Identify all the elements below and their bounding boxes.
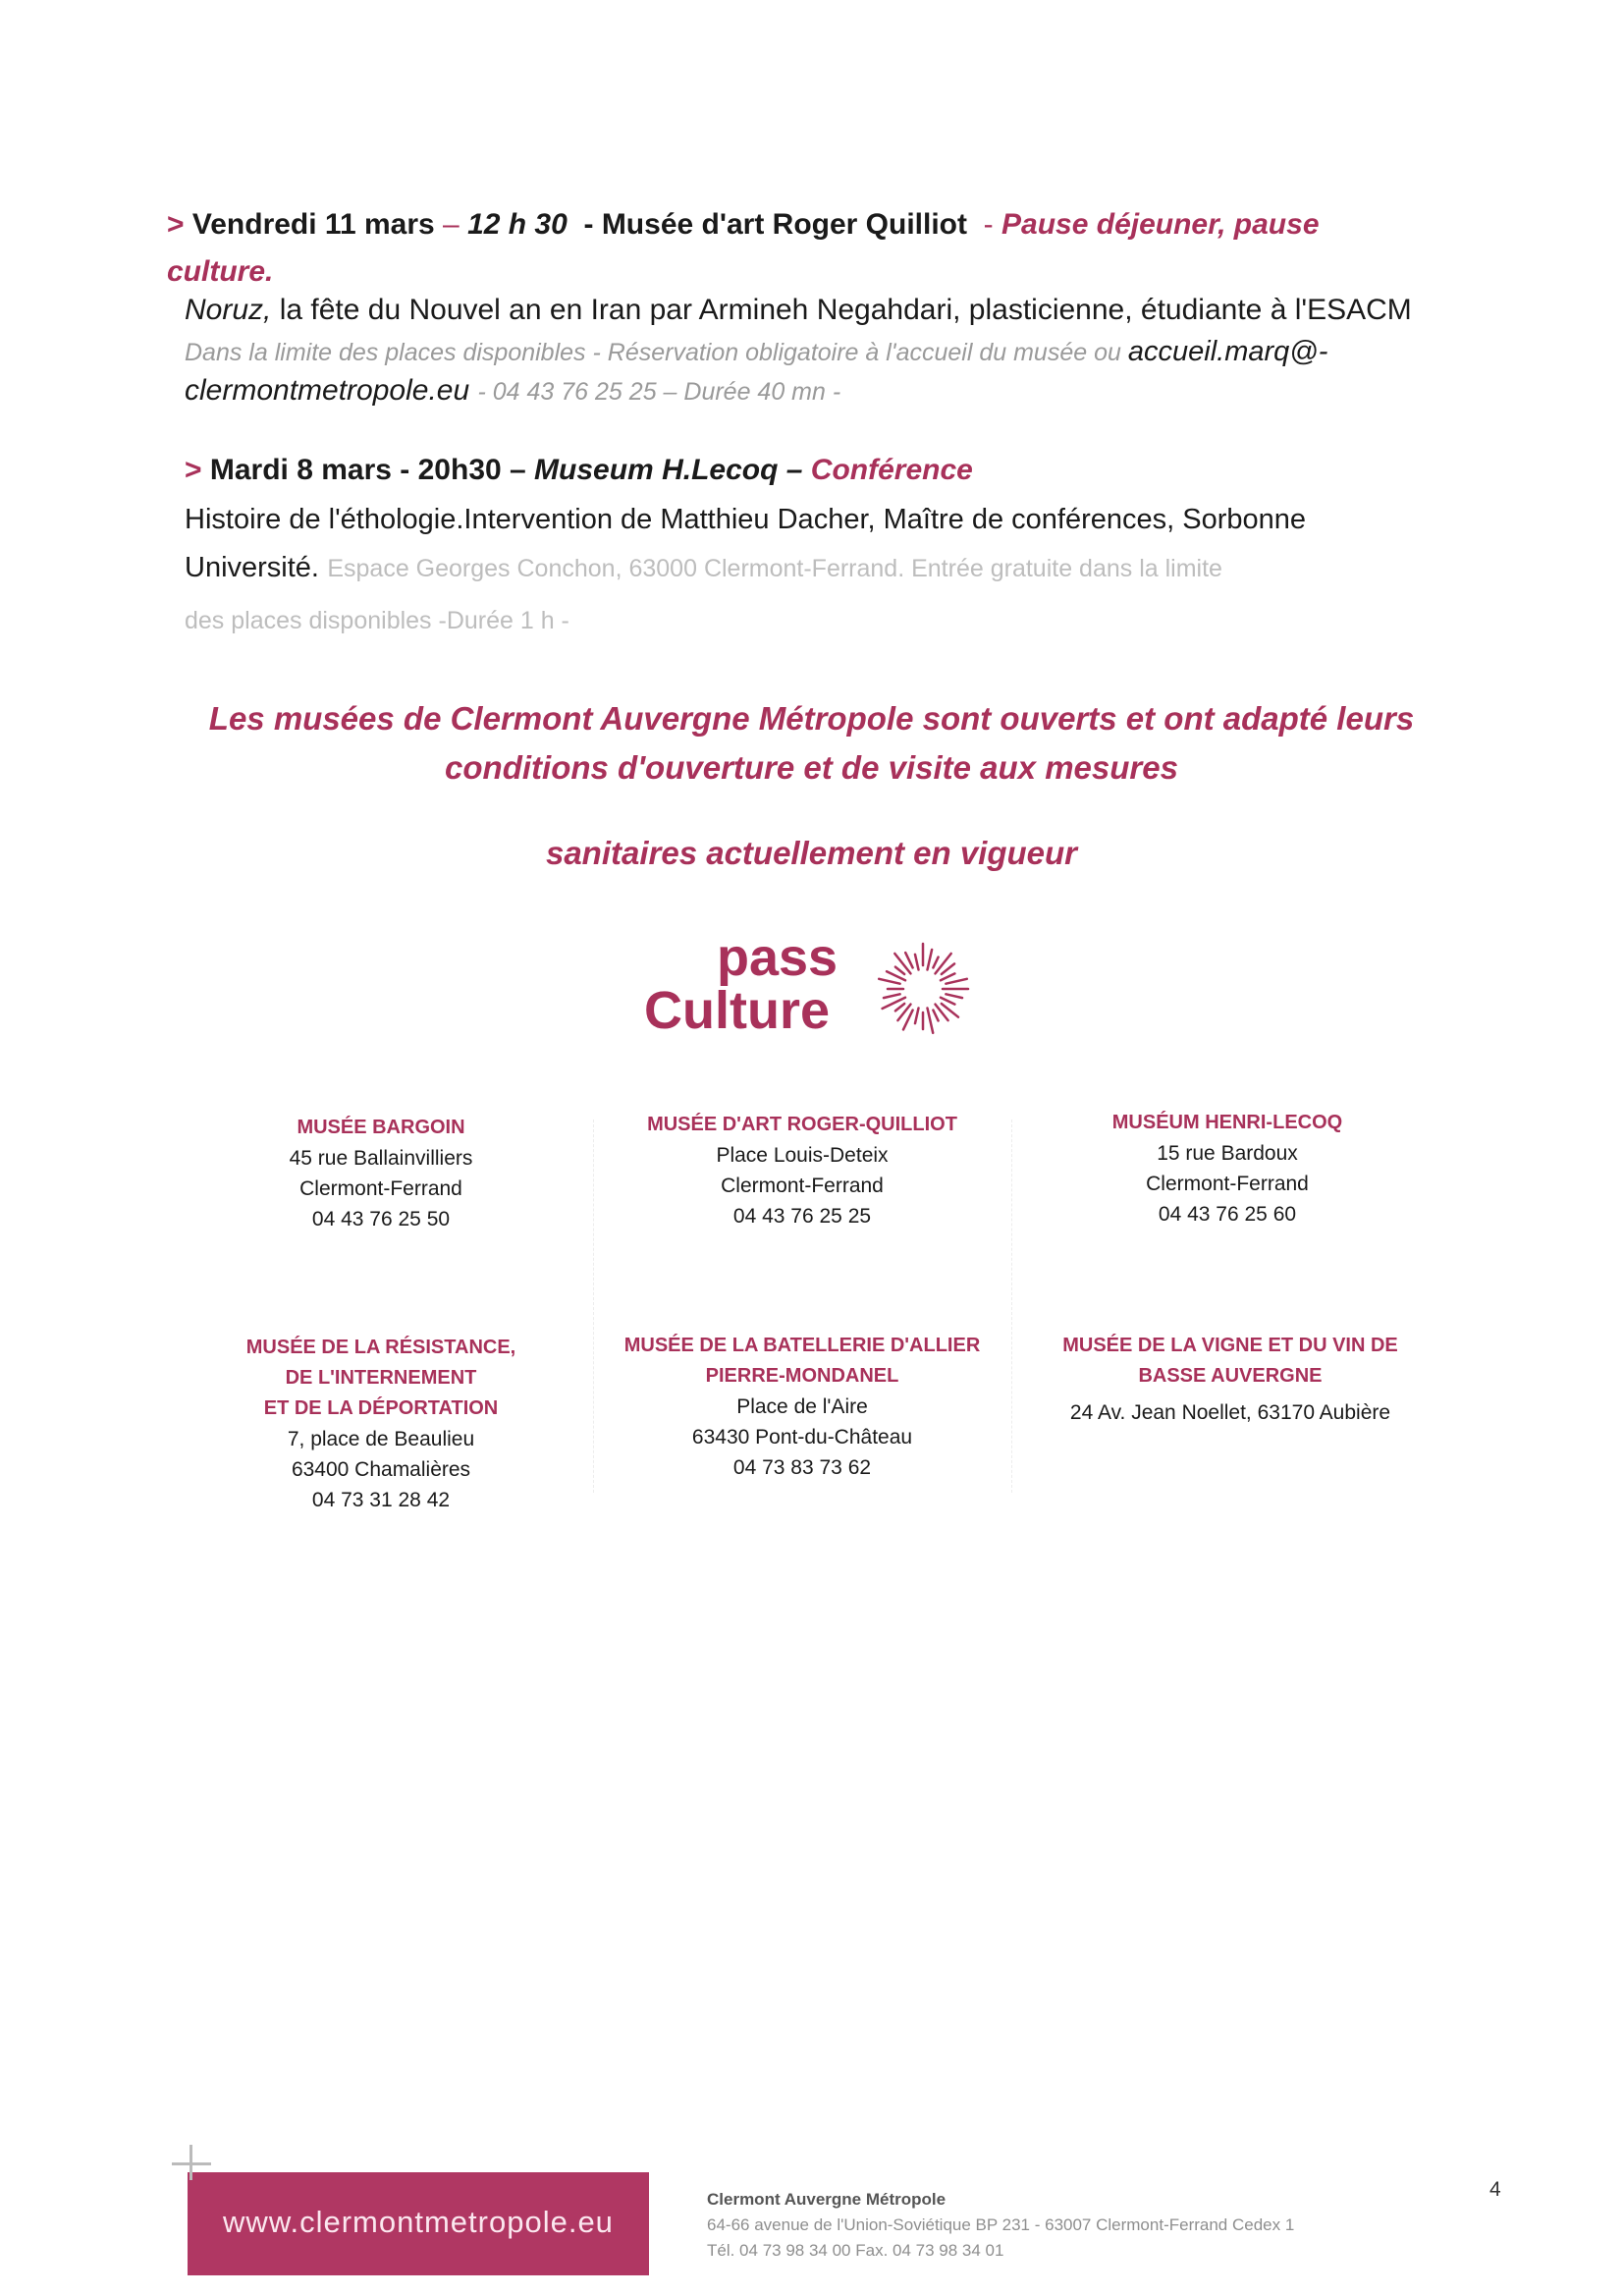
notice-line-3: sanitaires actuellement en vigueur	[545, 835, 1078, 871]
column-divider	[1011, 1120, 1012, 1493]
sunburst-ray	[884, 994, 900, 998]
event-1-heading	[167, 205, 1320, 245]
event-venue-sep: -	[583, 208, 594, 241]
crop-mark	[189, 2145, 192, 2180]
sunburst-ray	[928, 1009, 934, 1033]
event-type: Conférence	[810, 454, 973, 486]
museum-address: 7, place de Beaulieu	[287, 1428, 475, 1450]
event-type-continued: culture.	[167, 255, 274, 288]
event-info-continued: - 04 43 76 25 25 – Durée 40 mn -	[477, 378, 841, 406]
event-marker: >	[167, 208, 185, 241]
sunburst-ray	[942, 963, 954, 974]
event-dash: –	[443, 208, 460, 241]
museum-address: 15 rue Bardoux	[1157, 1142, 1298, 1165]
museum-city: Clermont-Ferrand	[1146, 1173, 1309, 1195]
museum-address: Place Louis-Deteix	[716, 1144, 889, 1167]
logo-word-pass: pass	[717, 928, 839, 987]
event-venue: Musée d'art Roger Quilliot	[601, 208, 967, 241]
museum-card	[611, 1331, 994, 1483]
museum-card	[224, 1333, 538, 1515]
museum-name: MUSÉE DE LA BATELLERIE D'ALLIER	[623, 1335, 981, 1356]
event-venue: Museum H.Lecoq –	[534, 454, 803, 486]
event-2-info-line-2: des places disponibles -Durée 1 h -	[185, 607, 569, 634]
event-marker: >	[185, 454, 202, 486]
event-info: Espace Georges Conchon, 63000 Clermont-Ferrand. Entrée gratuite dans la limite	[327, 555, 1222, 582]
event-email[interactable]: accueil.marq@-	[1127, 336, 1328, 367]
footer-org-name: Clermont Auvergne Métropole	[707, 2190, 947, 2209]
event-date-time: Mardi 8 mars - 20h30 –	[209, 454, 526, 486]
museum-card	[1070, 1108, 1384, 1230]
sunburst-ray	[915, 955, 919, 970]
museum-city: 63430 Pont-du-Château	[691, 1426, 913, 1449]
museum-city: Clermont-Ferrand	[299, 1177, 462, 1200]
event-type-sep: -	[983, 208, 994, 241]
museum-name: MUSÉE DE LA RÉSISTANCE,	[245, 1337, 516, 1358]
museum-city: 63400 Chamalières	[291, 1458, 471, 1481]
event-email-continued[interactable]: clermontmetropole.eu	[185, 374, 470, 407]
museum-address: Place de l'Aire	[736, 1395, 868, 1418]
sunburst-ray	[946, 994, 962, 998]
event-1-info-line-2	[185, 371, 840, 411]
museum-city: Clermont-Ferrand	[721, 1175, 884, 1197]
museum-name: MUSÉUM HENRI-LECOQ	[1111, 1112, 1343, 1133]
event-title: Noruz,	[185, 294, 272, 326]
logo-word-culture: Culture	[644, 981, 830, 1040]
event-date: Vendredi 11 mars	[191, 208, 435, 241]
museum-name: MUSÉE BARGOIN	[297, 1117, 465, 1138]
event-1-description-line	[185, 291, 1412, 330]
event-2-description-line-1: Histoire de l'éthologie.Intervention de Matthieu Dacher, Maître de conférences, Sorbonne	[185, 504, 1307, 535]
museum-phone: 04 73 83 73 62	[732, 1456, 872, 1479]
museum-card	[234, 1113, 528, 1234]
page-number: 4	[1489, 2178, 1501, 2201]
event-1-info-line	[185, 332, 1327, 372]
museum-phone: 04 43 76 25 25	[732, 1205, 872, 1228]
event-description-end: Université.	[185, 552, 319, 583]
museum-card	[625, 1110, 979, 1231]
notice-line-1: Les musées de Clermont Auvergne Métropole sont ouverts et ont adapté leurs	[208, 700, 1415, 737]
event-2-heading	[185, 451, 973, 490]
sunburst-ray	[915, 1009, 919, 1024]
pass-culture-logo	[638, 928, 982, 1051]
museum-card	[1039, 1331, 1422, 1428]
museum-name: MUSÉE DE LA VIGNE ET DU VIN DE	[1062, 1335, 1398, 1356]
sunburst-ray	[933, 1011, 938, 1021]
sunburst-ray	[879, 979, 899, 984]
museum-address: 24 Av. Jean Noellet, 63170 Aubière	[1069, 1401, 1391, 1424]
column-divider	[593, 1120, 594, 1493]
museum-name: BASSE AUVERGNE	[1138, 1365, 1323, 1387]
museum-phone: 04 43 76 25 50	[311, 1208, 451, 1230]
footer-website-banner[interactable]	[188, 2172, 649, 2275]
footer-address: 64-66 avenue de l'Union-Soviétique BP 231 - 63007 Clermont-Ferrand Cedex 1	[707, 2215, 1295, 2234]
sunburst-icon	[869, 935, 977, 1043]
museum-phone: 04 43 76 25 60	[1158, 1203, 1297, 1226]
museum-address: 45 rue Ballainvilliers	[289, 1147, 473, 1170]
museum-name: MUSÉE D'ART ROGER-QUILLIOT	[647, 1114, 957, 1135]
event-time: 12 h 30	[467, 208, 568, 241]
sunburst-ray	[946, 979, 966, 984]
sunburst-ray	[933, 957, 938, 968]
sunburst-ray	[905, 953, 912, 967]
footer-phone: Tél. 04 73 98 34 00 Fax. 04 73 98 34 01	[707, 2241, 1004, 2260]
event-type: Pause déjeuner, pause	[1001, 208, 1320, 241]
website-link[interactable]: www.clermontmetropole.eu	[223, 2205, 614, 2239]
museum-phone: 04 73 31 28 42	[311, 1489, 451, 1511]
museum-name: ET DE LA DÉPORTATION	[263, 1397, 499, 1419]
museum-name: DE L'INTERNEMENT	[285, 1367, 477, 1389]
event-2-description-line-2	[185, 548, 1222, 588]
sunburst-ray	[895, 1004, 904, 1011]
notice-line-2: conditions d'ouverture et de visite aux mesures	[445, 749, 1178, 786]
sunburst-ray	[928, 950, 933, 970]
event-description: la fête du Nouvel an en Iran par Armineh Negahdari, plasticienne, étudiante à l'ESACM	[279, 294, 1412, 326]
sunburst-ray	[895, 967, 904, 974]
museum-name: PIERRE-MONDANEL	[705, 1365, 899, 1387]
event-info: Dans la limite des places disponibles - Réservation obligatoire à l'accueil du musée ou	[185, 339, 1121, 366]
